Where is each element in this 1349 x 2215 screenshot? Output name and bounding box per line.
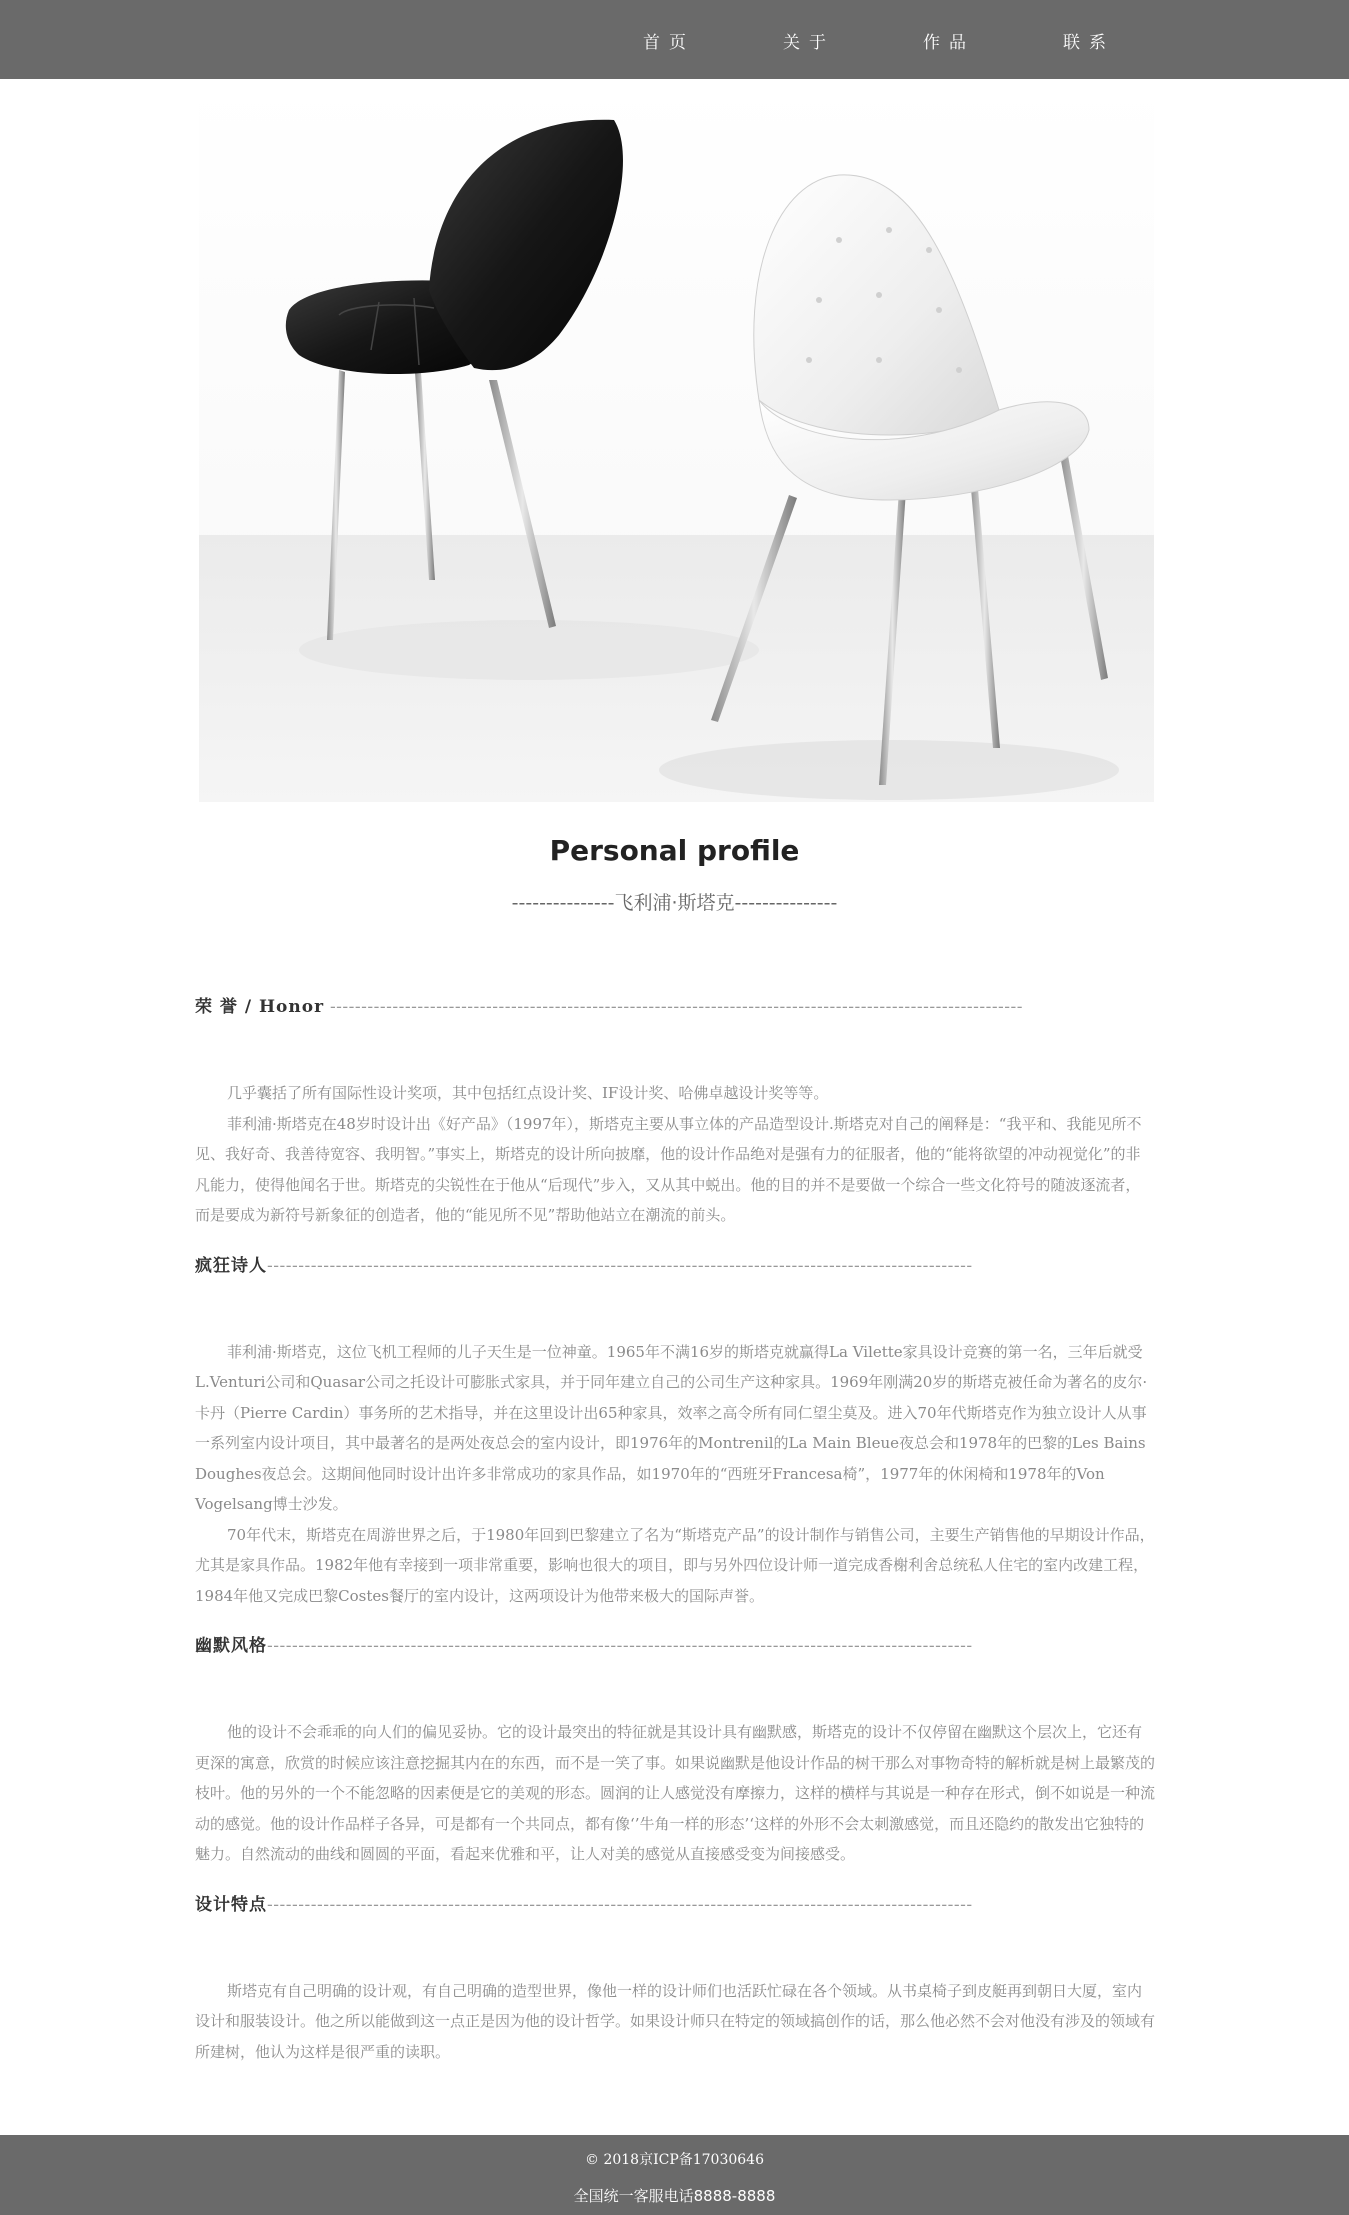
hero-image	[199, 80, 1154, 802]
section-heading: 设计特点-----------------------------------------------------------------------------------------------------------------	[195, 1894, 973, 1915]
section-honor	[195, 988, 1155, 1231]
profile-subtitle: ---------------飞利浦·斯塔克---------------	[511, 892, 838, 914]
section-humor-style	[195, 1627, 1155, 1870]
article-content	[195, 988, 1155, 2083]
top-navigation-bar	[0, 0, 1349, 79]
footer-phone: 全国统一客服电话8888-8888	[573, 2187, 776, 2205]
paragraph: 他的设计不会乖乖的向人们的偏见妥协。它的设计最突出的特征就是其设计具有幽默感，斯塔克的设计不仅停留在幽默这个层次上，它还有更深的寓意，欣赏的时候应该注意挖掘其内在的东西，而不是一笑了事。如果说幽默是他设计作品的树干那么对事物奇特的解析就是树上最繁茂的枝叶。他的另外的一个不能忽略的因素便是它的美观的形态。圆润的让人感觉没有摩擦力，这样的横样与其说是一种存在形式，倒不如说是一种流动的感觉。他的设计作品样子各异，可是都有一个共同点，都有像‘’牛角一样的形态’‘这样的外形不会太刺激感觉，而且还隐约的散发出它独特的魅力。自然流动的曲线和圆圆的平面，看起来优雅和平，让人对美的感觉从直接感受变为间接感受。	[195, 1723, 1156, 1863]
section-body	[195, 1976, 1155, 2068]
section-heading-label: 荣 誉 / Honor	[195, 997, 325, 1017]
section-heading: 荣 誉 / Honor ---------------------------------------------------------------------------------------------------------------	[195, 997, 1024, 1017]
section-heading: 疯狂诗人-----------------------------------------------------------------------------------------------------------------	[195, 1255, 973, 1276]
section-heading-label: 疯狂诗人	[195, 1255, 267, 1276]
section-crazy-poet	[195, 1247, 1155, 1612]
section-heading-label: 设计特点	[195, 1894, 267, 1915]
nav-works-link[interactable]: 作品	[923, 33, 975, 53]
section-body	[195, 1717, 1155, 1870]
two-chairs-photo	[199, 80, 1154, 802]
section-body	[195, 1337, 1155, 1612]
profile-title: Personal profile	[549, 834, 800, 867]
paragraph: 70年代末，斯塔克在周游世界之后，于1980年回到巴黎建立了名为“斯塔克产品”的设计制作与销售公司，主要生产销售他的早期设计作品，尤其是家具作品。1982年他有幸接到一项非常重要，影响也很大的项目，即与另外四位设计师一道完成香榭利舍总统私人住宅的室内改建工程，1984年他又完成巴黎Costes餐厅的室内设计，这两项设计为他带来极大的国际声誉。	[195, 1525, 1155, 1605]
nav-contact-link[interactable]: 联系	[1063, 33, 1115, 53]
footer-copyright: © 2018京ICP备17030646	[585, 2152, 764, 2168]
paragraph: 斯塔克有自己明确的设计观，有自己明确的造型世界，像他一样的设计师们也活跃忙碌在各个领域。从书桌椅子到皮艇再到朝日大厦，室内设计和服装设计。他之所以能做到这一点正是因为他的设计哲学。如果设计师只在特定的领域搞创作的话，那么他必然不会对他没有涉及的领域有所建树，他认为这样是很严重的读职。	[195, 1981, 1156, 2061]
section-design-features	[195, 1886, 1155, 2068]
nav-about-link[interactable]: 关于	[783, 33, 835, 53]
site-footer	[0, 2135, 1349, 2215]
paragraph: 菲利浦·斯塔克，这位飞机工程师的儿子天生是一位神童。1965年不满16岁的斯塔克就赢得La Vilette家具设计竞赛的第一名，三年后就受L.Venturi公司和Quasar公司之托设计可膨胀式家具，并于同年建立自己的公司生产这种家具。1969年刚满20岁的斯塔克被任命为著名的皮尔·卡丹（Pierre Cardin）事务所的艺术指导，并在这里设计出65种家具，效率之高令所有同仁望尘莫及。进入70年代斯塔克作为独立设计人从事一系列室内设计项目，其中最著名的是两处夜总会的室内设计，即1976年的Montrenil的La Main Bleue夜总会和1978年的巴黎的Les Bains Doughes夜总会。这期间他同时设计出许多非常成功的家具作品，如1970年的“西班牙Francesa椅”，1977年的休闲椅和1978年的Von Vogelsang博士沙发。	[195, 1342, 1148, 1513]
nav-home-link[interactable]: 首页	[643, 33, 695, 53]
section-heading-label: 幽默风格	[195, 1636, 267, 1656]
paragraph: 菲利浦·斯塔克在48岁时设计出《好产品》（1997年），斯塔克主要从事立体的产品造型设计.斯塔克对自己的阐释是：“我平和、我能见所不见、我好奇、我善待宽容、我明智。”事实上，斯塔克的设计所向披靡，他的设计作品绝对是强有力的征服者，他的“能将欲望的冲动视觉化”的非凡能力，使得他闻名于世。斯塔克的尖锐性在于他从“后现代”步入，又从其中蜕出。他的目的并不是要做一个综合一些文化符号的随波逐流者，而是要成为新符号新象征的创造者，他的“能见所不见”帮助他站立在潮流的前头。	[195, 1114, 1142, 1224]
section-heading: 幽默风格-----------------------------------------------------------------------------------------------------------------	[195, 1636, 973, 1656]
section-body	[195, 1078, 1155, 1231]
paragraph: 几乎囊括了所有国际性设计奖项，其中包括红点设计奖、IF设计奖、哈佛卓越设计奖等等。	[227, 1084, 829, 1102]
